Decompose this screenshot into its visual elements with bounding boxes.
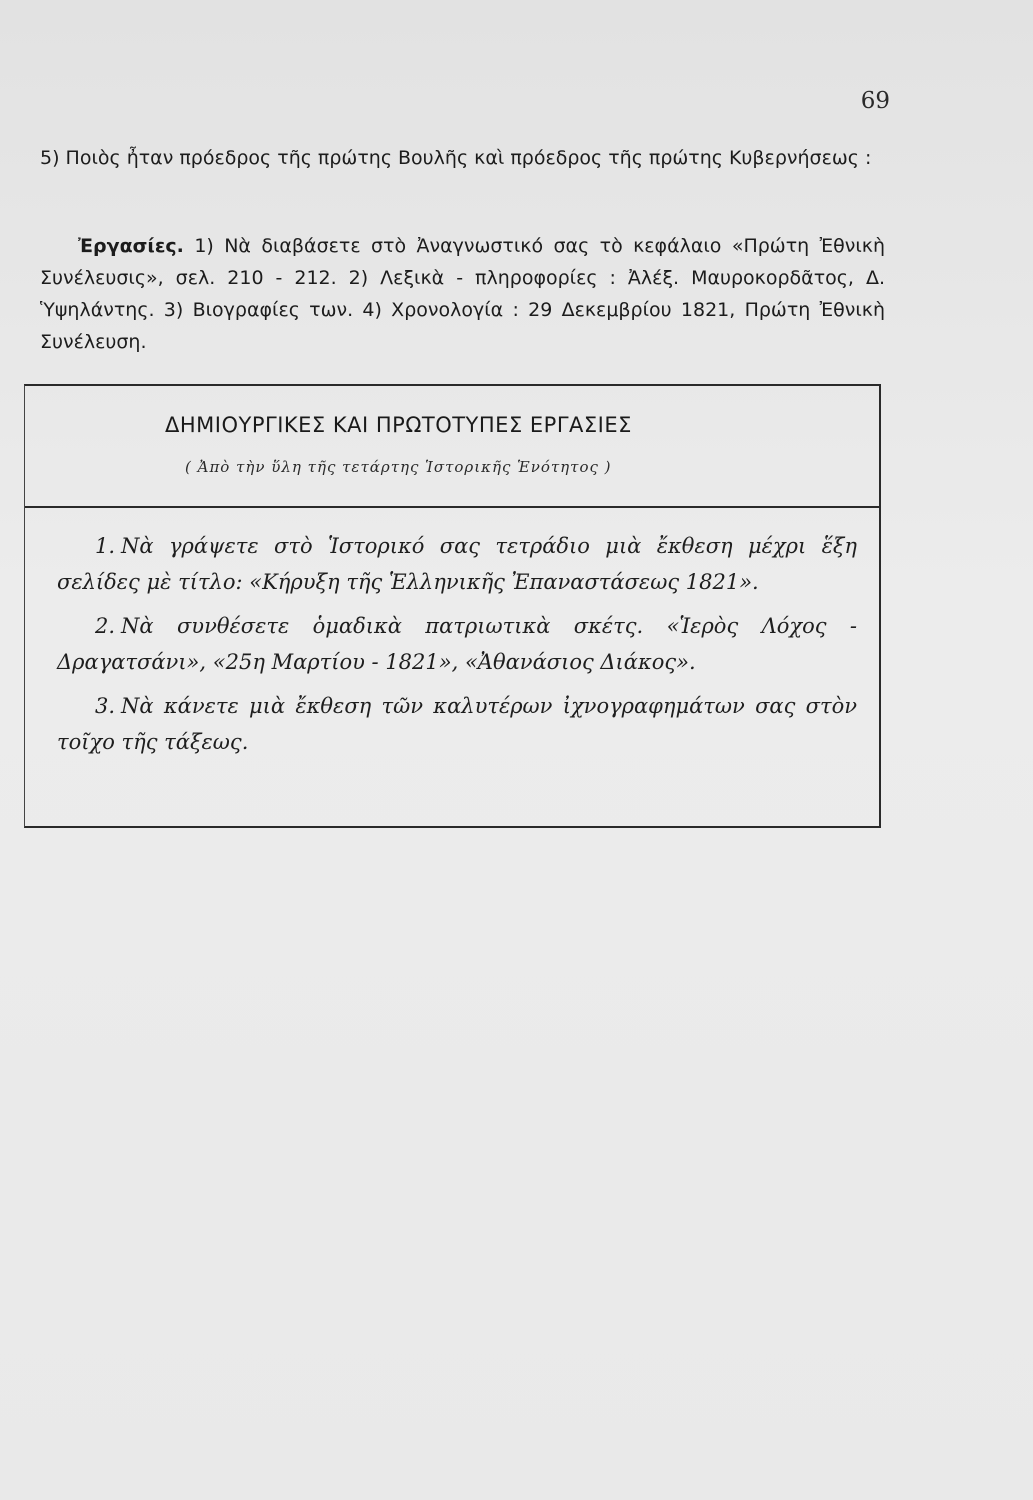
exercises-lead: Ἐργασίες. [78,235,184,257]
box-item-1 [57,528,857,600]
item-number: 3. [95,694,116,718]
box-item-2 [57,608,857,680]
exercises-paragraph [40,230,885,358]
item-number: 2. [95,614,116,638]
box-items-list [57,528,857,768]
item-text: Νὰ συνθέσετε ὁμαδικὰ πατριωτικὰ σκέτς. «Ἱερὸς Λόχος - Δραγατσάνι», «25η Μαρτίου - 1821», «Ἀθανάσιος Διάκος». [57,614,857,674]
box-title: ΔΗΜΙΟΥΡΓΙΚΕΣ ΚΑΙ ΠΡΩΤΟΤΥΠΕΣ ΕΡΓΑΣΙΕΣ [165,413,632,437]
question-paragraph: 5) Ποιὸς ἦταν πρόεδρος τῆς πρώτης Βουλῆς καὶ πρόεδρος τῆς πρώτης Κυβερνήσεως : [40,147,872,169]
box-item-3 [57,688,857,760]
item-text: Νὰ γράψετε στὸ Ἱστορικό σας τετράδιο μιὰ ἔκθεση μέχρι ἕξη σελίδες μὲ τίτλο: «Κήρυξη τῆς Ἑλληνικῆς Ἐπαναστάσεως 1821». [57,534,857,594]
item-text: Νὰ κάνετε μιὰ ἔκθεση τῶν καλυτέρων ἰχνογραφημάτων σας στὸν τοῖχο τῆς τάξεως. [57,694,857,754]
creative-exercises-box [24,384,881,828]
exercises-text: 1) Νὰ διαβάσετε στὸ Ἀναγνωστικό σας τὸ κεφάλαιο «Πρώτη Ἐθνικὴ Συνέλευσις», σελ. 210 - 212. 2) Λεξικὰ - πληροφορίες : Ἀλέξ. Μαυροκορδᾶτος, Δ. Ὑψηλάντης. 3) Βιογραφίες των. 4) Χρονολογία : 29 Δεκεμβρίου 1821, Πρώτη Ἐθνικὴ Συνέλευση. [40,235,885,353]
box-header [25,386,879,508]
box-subtitle: ( Ἀπὸ τὴν ὕλη τῆς τετάρτης Ἱστορικῆς Ἑνότητος ) [185,458,612,476]
item-number: 1. [95,534,116,558]
page-number: 69 [860,88,890,114]
